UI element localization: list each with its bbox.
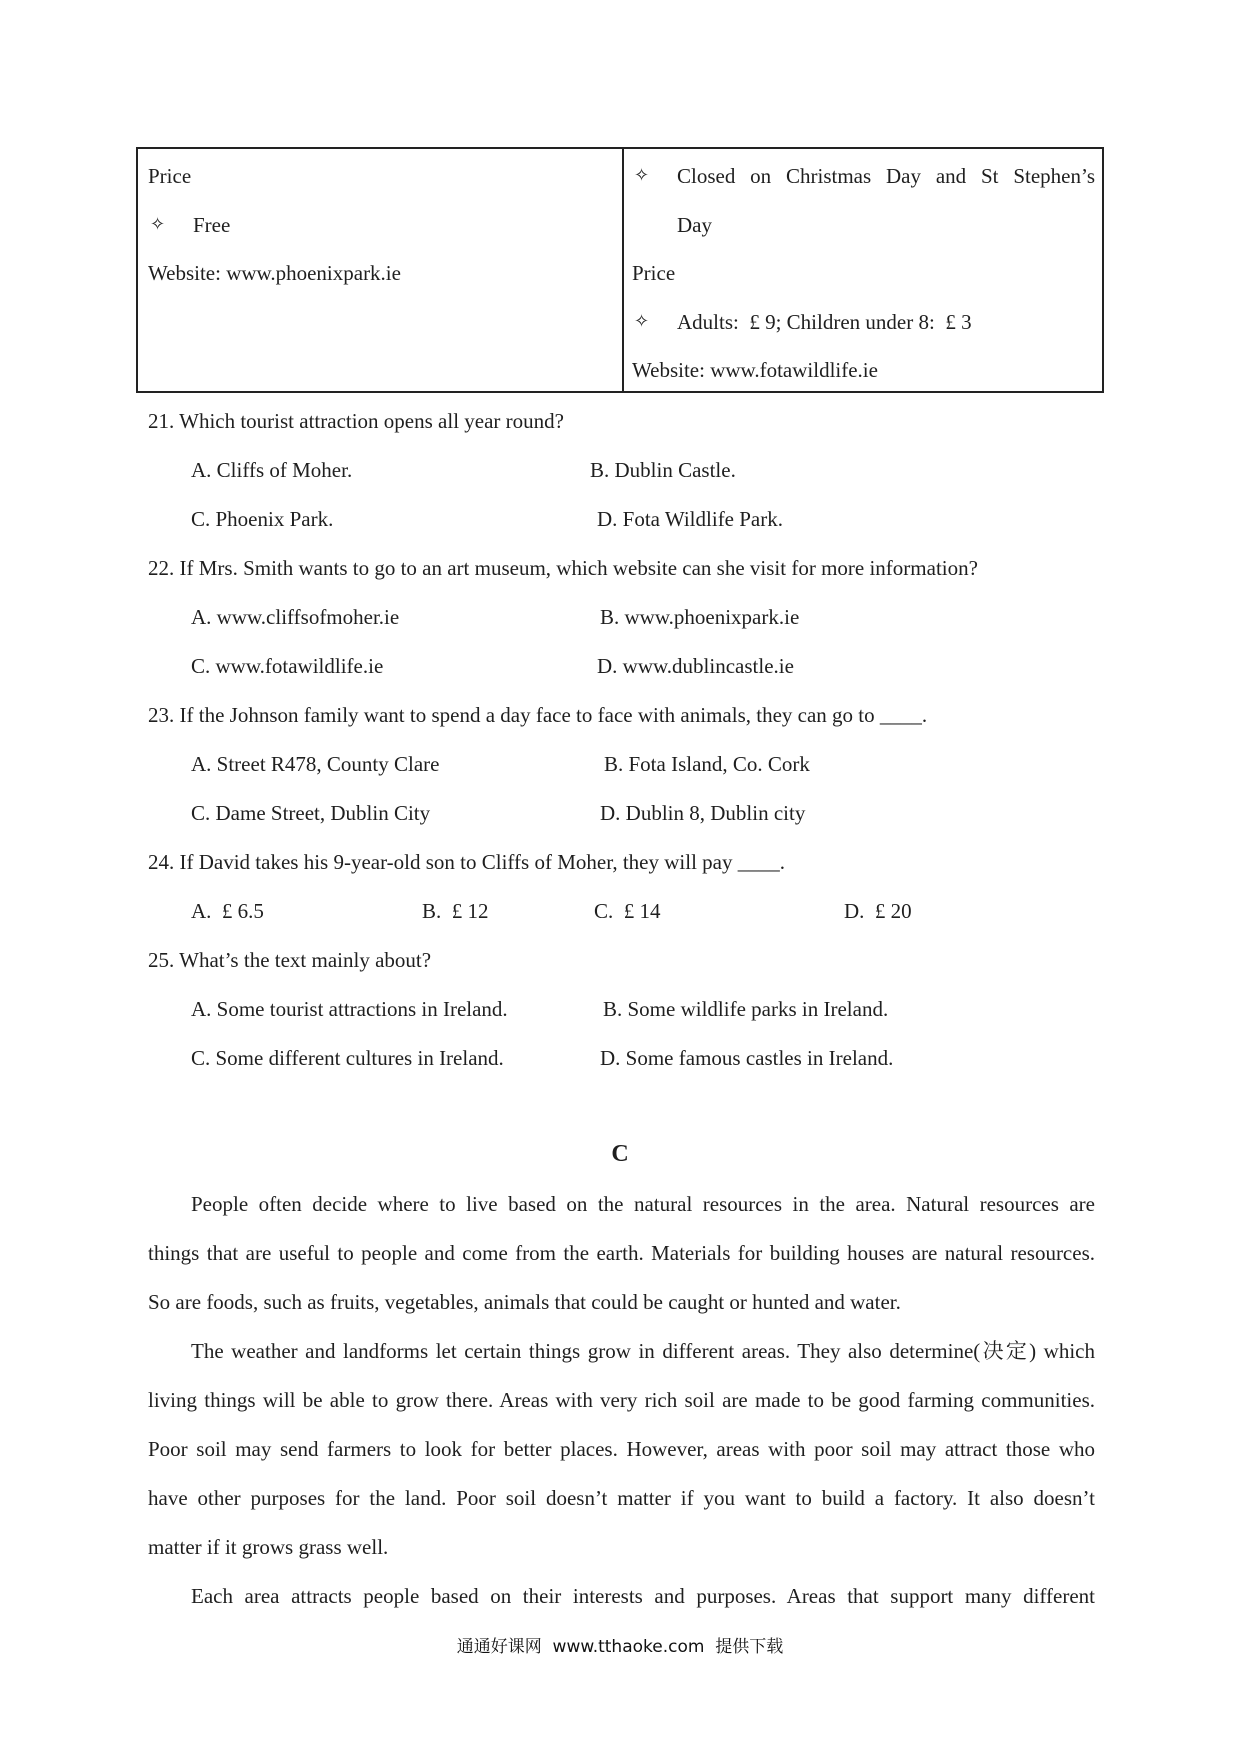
right-price-item: Adults: £ 9; Children under 8: £ 3 [677,310,972,334]
right-price-label: Price [632,261,676,285]
question-25-option-a[interactable]: A. Some tourist attractions in Ireland. [191,997,508,1021]
four-pointed-star-icon: ✧ [150,214,166,235]
question-23-option-b[interactable]: B. Fota Island, Co. Cork [604,752,810,776]
attraction-info-table [136,147,1104,393]
right-closed-line-2: Day [677,213,712,237]
question-23-stem: 23. If the Johnson family want to spend a day face to face with animals, they can go to ____. [148,703,928,727]
question-21-option-d[interactable]: D. Fota Wildlife Park. [597,507,783,531]
question-24-option-b[interactable]: B. £ 12 [422,899,489,923]
question-25-option-c[interactable]: C. Some different cultures in Ireland. [191,1046,504,1070]
question-23-option-d[interactable]: D. Dublin 8, Dublin city [600,801,806,825]
question-25-option-b[interactable]: B. Some wildlife parks in Ireland. [603,997,889,1021]
table-column-divider [622,149,624,391]
question-21-option-a[interactable]: A. Cliffs of Moher. [191,458,353,482]
passage-p2-line-1: The weather and landforms let certain things grow in different areas. They also determine(决定) which [191,1339,1095,1363]
question-25-stem: 25. What’s the text mainly about? [148,948,432,972]
four-pointed-star-icon: ✧ [634,165,650,186]
left-website: Website: www.phoenixpark.ie [148,261,401,285]
question-24-option-c[interactable]: C. £ 14 [594,899,661,923]
question-23-option-a[interactable]: A. Street R478, County Clare [191,752,440,776]
left-price-item: Free [193,213,231,237]
question-22-option-d[interactable]: D. www.dublincastle.ie [597,654,794,678]
question-21-stem: 21. Which tourist attraction opens all year round? [148,409,564,433]
question-23-option-c[interactable]: C. Dame Street, Dublin City [191,801,431,825]
question-22-option-c[interactable]: C. www.fotawildlife.ie [191,654,384,678]
right-website: Website: www.fotawildlife.ie [632,358,878,382]
left-price-label: Price [148,164,192,188]
section-heading: C [611,1141,629,1167]
passage-p1-line-1: People often decide where to live based on the natural resources in the area. Natural resources are [191,1192,1095,1216]
question-24-stem: 24. If David takes his 9-year-old son to Cliffs of Moher, they will pay ____. [148,850,785,874]
passage-p2-line-5: matter if it grows grass well. [148,1535,389,1559]
question-25-option-d[interactable]: D. Some famous castles in Ireland. [600,1046,894,1070]
four-pointed-star-icon: ✧ [634,311,650,332]
right-closed-line-1: Closed on Christmas Day and St Stephen’s [677,164,1095,188]
passage-p2-line-2: living things will be able to grow there. Areas with very rich soil are made to be good farming communities. [148,1388,1095,1412]
question-22-option-a[interactable]: A. www.cliffsofmoher.ie [191,605,400,629]
question-22-option-b[interactable]: B. www.phoenixpark.ie [600,605,800,629]
passage-p1-line-3: So are foods, such as fruits, vegetables, animals that could be caught or hunted and water. [148,1290,901,1314]
question-24-option-a[interactable]: A. £ 6.5 [191,899,264,923]
passage-p3-line-1: Each area attracts people based on their interests and purposes. Areas that support many different [191,1584,1095,1608]
question-21-option-b[interactable]: B. Dublin Castle. [590,458,736,482]
question-22-stem: 22. If Mrs. Smith wants to go to an art museum, which website can she visit for more information? [148,556,978,580]
passage-p1-line-2: things that are useful to people and come from the earth. Materials for building houses are natural resources. [148,1241,1095,1265]
page-footer: 通通好课网 www.tthaoke.com 提供下载 [456,1637,784,1657]
passage-p2-line-4: have other purposes for the land. Poor soil doesn’t matter if you want to build a factory. It also doesn’t [148,1486,1095,1510]
passage-p2-line-3: Poor soil may send farmers to look for better places. However, areas with poor soil may attract those who [148,1437,1095,1461]
question-24-option-d[interactable]: D. £ 20 [844,899,912,923]
question-21-option-c[interactable]: C. Phoenix Park. [191,507,334,531]
